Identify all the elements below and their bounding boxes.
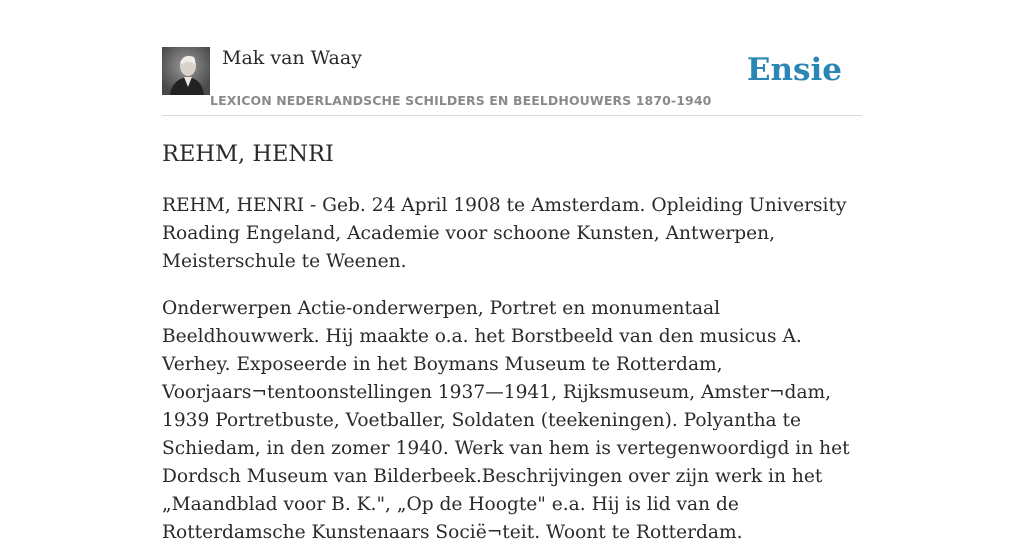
article-paragraph: Onderwerpen Actie-onderwerpen, Portret en monumentaal Beeldhouwwerk. Hij maakte o.a. het Borstbeeld van den musicus A. Verhey. Exposeerde in het Boymans Museum te Rotterdam, Voorjaars¬tentoonstellingen 1937—1941, Rijksmuseum, Amster¬dam, 1939 Portretbuste, Voetballer, Soldaten (teekeningen). Polyantha te Schiedam, in den zomer 1940. Werk van hem is vertegenwoordigd in het Dordsch Museum van Bilderbeek.Beschrijvingen over zijn werk in het „Maandblad voor B. K.", „Op de Hoogte" e.a. Hij is lid van de Rotterdamsche Kunstenaars Sociё¬teit. Woont te Rotterdam. — [162, 298, 850, 543]
portrait-photo-icon — [162, 47, 210, 95]
author-avatar[interactable] — [162, 47, 210, 95]
entry-title: REHM, HENRI — [162, 141, 334, 167]
author-name[interactable]: Mak van Waay — [222, 47, 362, 69]
source-title[interactable]: LEXICON NEDERLANDSCHE SCHILDERS EN BEELDHOUWERS 1870-1940 — [210, 93, 712, 108]
article-paragraph: REHM, HENRI - Geb. 24 April 1908 te Amsterdam. Opleiding University Roading Engeland, Academie voor schoone Kunsten, Antwerpen, Meisterschule te Weenen. — [162, 195, 847, 272]
header — [162, 46, 862, 116]
article — [162, 138, 862, 547]
ensie-logo[interactable]: Ensie — [746, 52, 842, 88]
